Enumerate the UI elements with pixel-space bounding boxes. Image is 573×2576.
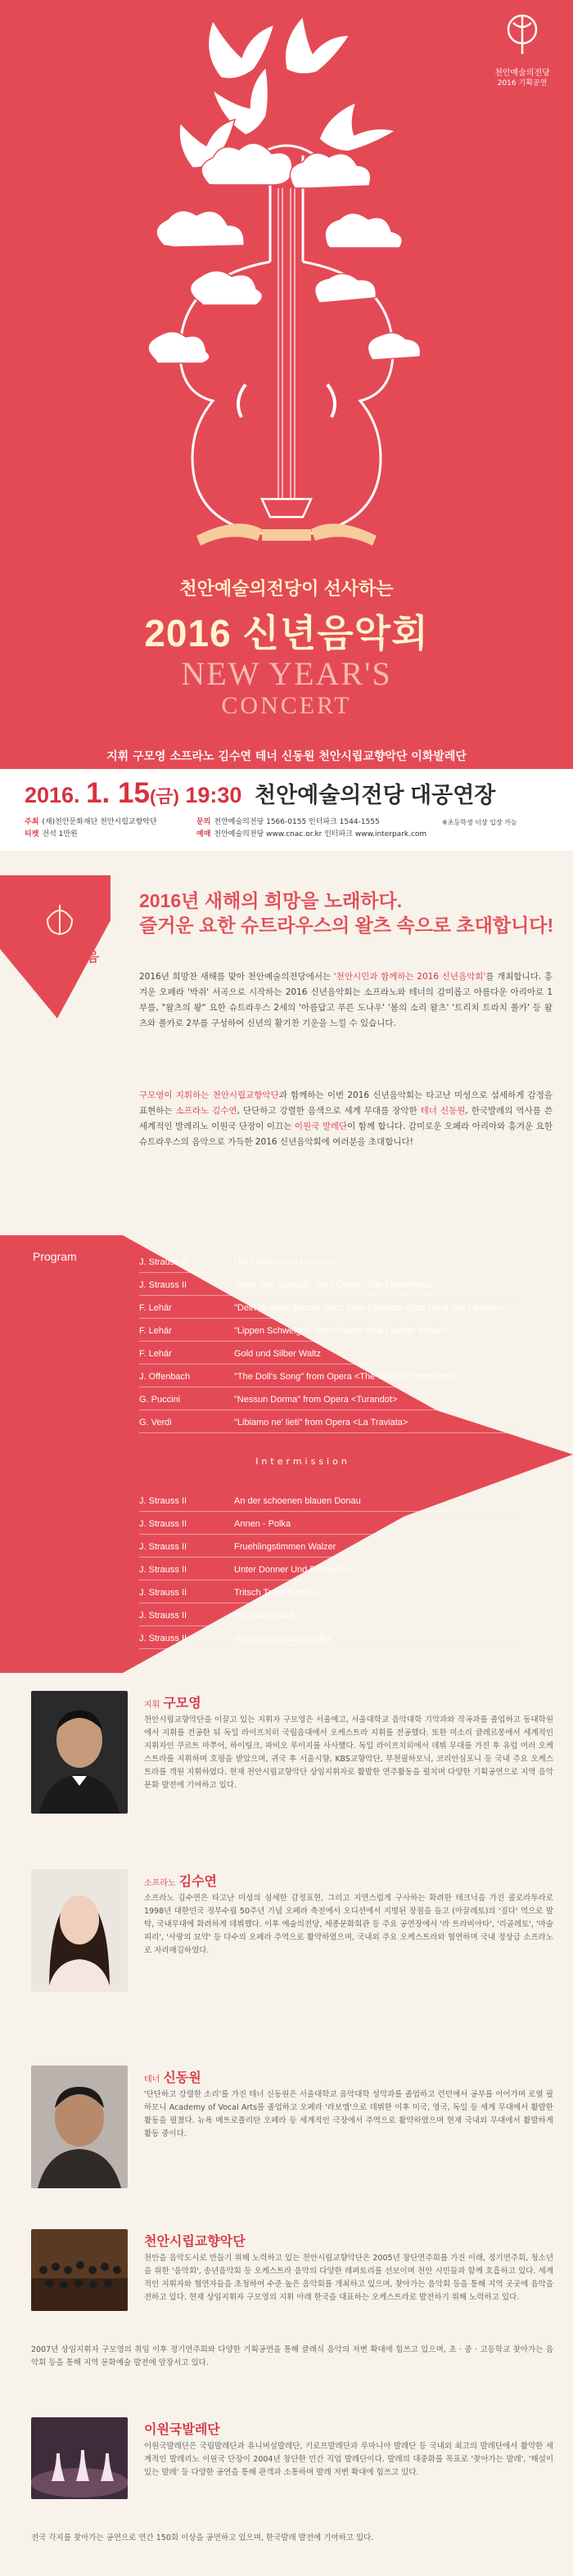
ballet-section (0, 2409, 573, 2576)
intro-p2-highlight-2: 소프라노 김수연 (175, 1106, 237, 1116)
program-row (139, 1366, 516, 1387)
intro-p1-text-b: 를 개최합니다. 흥겨운 오페라 '박쥐' 서곡으로 시작하는 2016 신년음악회는 소프라노와 테너의 감미롭고 아름다운 아리아로 1부를, "왈츠의 왕" 요한 슈트라우스 2세의 '아름답고 푸른 도나우' '봄의 소리 왈츠' '트리치 트라치 폴카' 등 왈츠와 폴카로 2부를 구성하여 신년의 활기찬 기운을 느낄 수 있습니다. (139, 972, 553, 1028)
intro-p2-text-b: 과 함께하는 이번 2016 신년음악회는 타고난 미성으로 섬세하게 감정을 표현하는 (139, 1090, 553, 1116)
tenor-title (144, 2067, 201, 2086)
ballet-photo (31, 2417, 128, 2499)
orchestra-title: 천안시립교향악단 (144, 2235, 246, 2249)
program-composer: F. Lehár (139, 1325, 172, 1336)
small-violin-icon (31, 903, 88, 936)
soprano-bio: 소프라노 김수연은 타고난 미성의 섬세한 감정표현, 그리고 지연스럽게 구사하는 화려한 테크닉을 가진 콜로라투라로 1998년 대한민국 정부수립 50주년 기념 오페라 축전에서 오디션에서 지명된 장점을 들고 (아끌레토)의 '질다' 역으로 발탁, 국내무대에 화려하게 데뷔했다. 이후 예술의전당, 세종문화회관 등 주요 공연장에서 '라 트라비아타', '리골레토', '마술피리', '사랑의 묘약' 등 다수의 오페라 주역으로 활약하였으며, 국내외 주요 오케스트라와 협연하며 국내 정상급 소프라노로 자리매김하였다. (144, 1894, 553, 1955)
soprano-photo (31, 1869, 128, 1992)
tenor-role: 테너 (144, 2075, 160, 2084)
presenter-line: 천안예술의전당이 선사하는 (179, 578, 394, 599)
program-composer: J. Strauss II (139, 1564, 187, 1575)
program-work: "Mein herr Marquis" from Opera <Die Fledermaus> (234, 1279, 438, 1290)
intro-p2-highlight-4: 이원국 발레단 (294, 1122, 348, 1131)
concert-title: 2016 신년음악회 (144, 612, 429, 654)
program-work: Gold und Silber Waltz (234, 1348, 321, 1359)
ticket-value: 전석 1만원 (42, 830, 78, 838)
program-composer: J. Strauss II (139, 1541, 187, 1552)
intro-p1-text-a: 2016년 희망찬 새해를 맞아 천안예술의전당에서는 (139, 972, 334, 982)
intro-p2-text-e: 이 함께 합니다. 감미로운 오페라 아리아와 흥겨운 요한 슈트라우스의 음악으로 가득한 2016 신년음악회에 여러분을 초대합니다! (139, 1122, 553, 1147)
soprano-section (0, 1861, 573, 2057)
logo-year: 2016 기획공연 (497, 79, 548, 88)
program-row (139, 1490, 516, 1512)
host-value: (재)천안문화재단 천안시립교향악단 (42, 818, 157, 826)
program-row (139, 1275, 516, 1296)
age-note: ※초등학생 이상 입장 가능 (442, 819, 517, 826)
conductor-title (144, 1693, 201, 1711)
program-composer: F. Lehár (139, 1302, 172, 1313)
conductor-name: 구모영 (163, 1697, 201, 1711)
program-composer: J. Strauss II (139, 1587, 187, 1598)
tenor-name: 신동원 (163, 2071, 201, 2085)
intro-paragraph-2 (139, 1088, 553, 1150)
english-title-line1: NEW YEAR'S (181, 655, 392, 692)
soprano-name: 김수연 (178, 1875, 218, 1889)
program-work: Die Fledermaus Overture (234, 1257, 336, 1267)
cnac-logo-icon (507, 11, 538, 57)
performers-line: 지휘 구모영 소프라노 김수연 테너 신동원 천안시립교향악단 이화발레단 (106, 750, 467, 763)
program-row (139, 1252, 516, 1273)
conductor-bio: 천안시립교향악단을 이끌고 있는 지휘자 구모영은 서울예고, 서울대학교 음악대학 기악과와 작곡과를 졸업하고 동대학원에서 지휘를 전공한 뒤 독일 라이프치히 국립음대에서 오케스트라 지휘를 전공했다. 또한 미소리 클레르몽에서 세계적인 지휘자인 쿠르트 마쭈어, 하이팅크, 파비오 루이지를 사사했다. 독일 라이프치히에서 데뷔 무대를 가진 후 유럽 여러 오케스트라를 지휘하며 호평을 받았으며, 귀국 후 서울시향, KBS교향악단, 부천필하모닉, 코리안심포니 등 국내 주요 오케스트라를 객원 지휘하였다. 현재 천안시립교향악단 상임지휘자로 활발한 연주활동을 펼치며 다양한 기획공연으로 지역 음악문화 발전에 기여하고 있다. (144, 1715, 553, 1790)
program-work: Vergnuegungszug polka (234, 1633, 332, 1643)
intro-p2-text-d: , 한국발레의 역사를 쓴 세계적인 발레리노 이원국 단장이 이끄는 (139, 1106, 553, 1131)
date-time: 19:30 (185, 783, 242, 807)
date-time-venue (25, 777, 548, 810)
orchestra-photo (31, 2229, 128, 2311)
intro-seal (15, 903, 105, 980)
seal-title: 2016 신년음악회 (20, 949, 100, 980)
program-row (139, 1297, 516, 1319)
program-composer: J. Strauss II (139, 1610, 187, 1621)
venue: 천안예술의전당 대공연장 (254, 783, 496, 807)
seal-subtitle: 천안예술의전당 (34, 940, 85, 948)
violin-outline (180, 146, 393, 536)
program-row (139, 1559, 516, 1580)
intro-p2-text-c: , 단단하고 강렬한 음색으로 세계 무대를 장악한 (237, 1106, 421, 1116)
date-year: 2016. (25, 783, 80, 807)
intro-p2-highlight-1: 구모영이 지휘하는 천안시립교향악단 (139, 1090, 279, 1100)
program-row (139, 1343, 516, 1364)
program-work: "The Doll's Song" from Opera <The Tales of Hoffmann> (234, 1371, 455, 1382)
program-row (139, 1513, 516, 1535)
program-composer: J. Strauss II (139, 1495, 187, 1506)
intro-heading-line2: 즐거운 요한 슈트라우스의 왈츠 속으로 초대합니다! (139, 915, 554, 936)
orchestra-bio: 천안을 음악도시로 만들기 위해 노력하고 있는 천안시립교향악단은 2005년 창단연주회를 가진 이래, 정기연주회, 청소년을 위한 '음악회', 송년음악회 등 오케스트라 음악의 다양한 레퍼토리를 선보이며 천안 시민들과 함께 호흡하고 있다. 세계적인 지휘자와 협연자들을 초청하여 수준 높은 음악회를 개최하고 있으며, 찾아가는 음악회 등을 통해 지역 곳곳에 음악을 전하고 있다. 현재 상임지휘자 구모영의 지휘 아래 한국을 대표하는 오케스트라로 발전하기 위해 노력하고 있다. (144, 2254, 553, 2302)
inquiry-label: 문의 (196, 818, 211, 826)
orchestra-bio-continued: 2007년 상임지휘자 구모영의 취임 이후 정기연주회와 다양한 기획공연을 통해 클래식 음악의 저변 확대에 힘쓰고 있으며, 초 · 중 · 고등학교 찾아가는 음악회 등을 통해 지역 문화예술 발전에 앞장서고 있다. (31, 2345, 553, 2367)
program-row (139, 1389, 516, 1410)
intro-p1-highlight: '천안시민과 함께하는 2016 신년음악회' (333, 972, 486, 982)
inquiry-value: 천안예술의전당 1566-0155 인터파크 1544-1555 (214, 818, 380, 826)
program-work: Annen - Polka (234, 1518, 291, 1529)
ballet-title: 이원국발레단 (144, 2423, 220, 2437)
program-row (139, 1582, 516, 1603)
english-title-line2: CONCERT (221, 692, 352, 719)
program-work: "Dein ist mein ganzes herz" from Operetta <Das Land des Lächelns> (234, 1302, 510, 1313)
program-label: Program (33, 1250, 77, 1263)
program-composer: J. Strauss II (139, 1279, 187, 1290)
program-work: An der schoenen blauen Donau (234, 1495, 361, 1506)
program-section (0, 1235, 573, 1673)
program-work: "Nessun Dorma" from Opera <Turandot> (234, 1394, 398, 1405)
intermission-label: Intermission (255, 1456, 350, 1467)
program-composer: J. Offenbach (139, 1371, 191, 1382)
conductor-role: 지휘 (144, 1701, 160, 1710)
date-day: 1. 15 (86, 777, 150, 809)
intro-heading-line1: 2016년 새해의 희망을 노래하다. (139, 890, 403, 911)
program-composer: J. Strauss II (139, 1518, 187, 1529)
conductor-section (0, 1673, 573, 1861)
program-row (139, 1628, 516, 1649)
program-composer: F. Lehár (139, 1348, 172, 1359)
intro-paragraph-1 (139, 969, 553, 1032)
soprano-role: 소프라노 (144, 1879, 176, 1888)
program-composer: G. Puccini (139, 1394, 181, 1405)
program-work: Fruehlingstimmen Walzer (234, 1541, 336, 1552)
program-row (139, 1320, 516, 1342)
program-work: "Lippen Schweigen" from Opera <Die Lustige Witwe> (234, 1325, 448, 1336)
ballet-bio-continued: 전국 각지를 찾아가는 공연으로 연간 150회 이상을 공연하고 있으며, 한국발레 발전에 기여하고 있다. (31, 2533, 374, 2542)
program-composer: J. Strauss II (139, 1257, 187, 1267)
booking-value: 천안예술의전당 www.cnac.or.kr 인터파크 www.interpark.com (214, 830, 427, 838)
program-work: Unter Donner Und Blitz polka (234, 1564, 351, 1575)
intro-heading (139, 888, 557, 937)
hero-section (0, 0, 573, 851)
cnac-logo (477, 11, 567, 93)
program-work: Tritsch Tratsch polka (234, 1587, 318, 1598)
booking-label: 예매 (196, 830, 211, 838)
program-work: "Libiamo ne' lieti" from Opera <La Traviata> (234, 1417, 408, 1427)
tenor-bio: '단단하고 강렬한 소리'를 가진 테너 신동원은 서울대학교 음악대학 성악과를 졸업하고 런던에서 공부를 이어가며 로열 필하모니 Academy of Vocal Arts를 졸업하고 오페라 '라보엠'으로 데뷔한 이후 미국, 영국, 독일 등 세계 무대에서 활발한 활동을 펼쳤다. 뉴욕 메트로폴리탄 오페라 등 세계적인 극장에서 주역으로 활약하였으며 현재 국내외 무대에서 활발하게 활동 중이다. (144, 2090, 553, 2138)
intro-p2-highlight-3: 테너 신동원 (420, 1106, 466, 1116)
program-composer: G. Verdi (139, 1417, 172, 1427)
program-row (139, 1412, 516, 1433)
program-row (139, 1605, 516, 1626)
info-host-ticket (25, 816, 157, 841)
ribbon-ornament (196, 524, 377, 546)
intro-section (0, 851, 573, 1235)
orchestra-section (0, 2221, 573, 2409)
info-inquiry-booking (196, 816, 426, 841)
program-row (139, 1536, 516, 1558)
logo-name: 천안예술의전당 (494, 69, 550, 78)
program-work: Pizzicato polka (234, 1610, 295, 1621)
ticket-label: 티켓 (25, 830, 39, 838)
date-weekday: (금) (149, 786, 179, 807)
ballet-bio: 이원국발레단은 국립발레단과 유니버설발레단, 키로프발레단과 루마니아 발레단 등 국내외 최고의 발레단에서 활약한 세계적인 발레리노 이원국 단장이 2004년 창단한 민간 직업 발레단이다. 발레의 대중화를 목표로 '찾아가는 발레', '해설이 있는 발레' 등 다양한 공연을 통해 관객과 소통하며 발레 저변 확대에 힘쓰고 있다. (144, 2442, 553, 2477)
tenor-photo (31, 2066, 128, 2188)
date-band (0, 769, 573, 851)
conductor-photo (31, 1691, 128, 1814)
cloud-ornaments (148, 143, 421, 363)
tenor-section (0, 2057, 573, 2221)
host-label: 주최 (25, 818, 39, 826)
program-composer: J. Strauss II (139, 1633, 187, 1643)
soprano-title (144, 1871, 217, 1890)
